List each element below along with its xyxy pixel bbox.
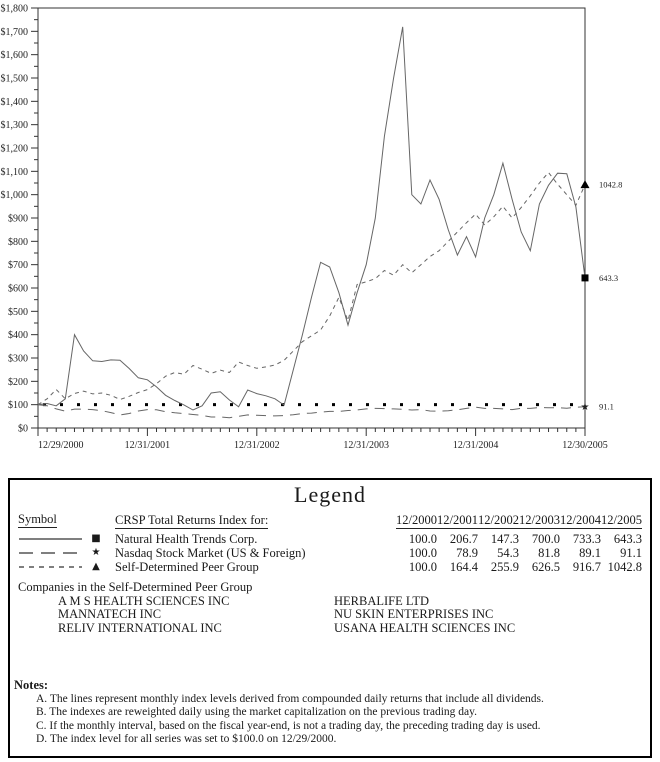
filled-square-icon: ■ <box>91 533 101 544</box>
star-icon: ★ <box>580 402 590 414</box>
x-axis-label: 12/31/2001 <box>124 440 171 451</box>
index-value: 1042.8 <box>607 560 642 574</box>
index-value: 54.3 <box>497 546 519 560</box>
y-axis-label: $400 <box>8 330 28 342</box>
index-value: 700.0 <box>531 532 560 546</box>
series-line-filled-triangle <box>38 173 585 405</box>
index-value: 100.0 <box>408 546 437 560</box>
end-value-annotation: 91.1 <box>599 401 614 412</box>
peer-group-companies <box>10 581 650 635</box>
date-column-header: 12/2000 <box>396 513 437 527</box>
legend-row-peer-group <box>10 560 650 574</box>
index-value: 164.4 <box>449 560 478 574</box>
series-name: Nasdaq Stock Market (US & Foreign) <box>115 546 306 560</box>
date-column-header: 12/2003 <box>519 513 560 527</box>
note-c: C. If the monthly interval, based on the fiscal year-end, is not a trading day, the preceding trading day is used. <box>36 719 541 732</box>
index-column-header: CRSP Total Returns Index for: <box>115 513 269 527</box>
y-axis-label: $1,300 <box>0 120 28 132</box>
y-axis-label: $0 <box>18 423 28 435</box>
date-column-header: 12/2002 <box>478 513 519 527</box>
index-value: 916.7 <box>572 560 601 574</box>
series-line-filled-square <box>38 27 585 410</box>
y-axis-label: $800 <box>8 236 28 248</box>
company-name: RELIV INTERNATIONAL INC <box>58 620 222 635</box>
x-axis-label: 12/31/2002 <box>234 440 280 451</box>
series-name: Natural Health Trends Corp. <box>115 532 258 546</box>
legend-title: Legend <box>294 482 366 507</box>
y-axis-label: $1,200 <box>0 143 28 155</box>
y-axis-label: $1,700 <box>0 26 28 38</box>
index-value: 81.8 <box>538 546 560 560</box>
legend-row-nasdaq <box>10 546 650 560</box>
legend-panel <box>8 478 652 758</box>
legend-row-nhtc <box>10 532 650 546</box>
company-name: USANA HEALTH SCIENCES INC <box>334 620 516 635</box>
note-a: A. The lines represent monthly index levels derived from compounded daily returns that include all dividends. <box>36 692 544 705</box>
long-dash-line-sample-icon <box>18 548 88 558</box>
company-name: NU SKIN ENTERPRISES INC <box>334 607 494 621</box>
index-value: 78.9 <box>456 546 478 560</box>
y-axis-label: $1,600 <box>0 50 28 62</box>
index-value: 89.1 <box>579 546 601 560</box>
y-axis-label: $1,400 <box>0 96 28 108</box>
index-value: 100.0 <box>408 532 437 546</box>
end-value-annotation: 1042.8 <box>599 179 623 190</box>
legend-header-row <box>10 512 650 528</box>
index-value: 255.9 <box>490 560 519 574</box>
notes-section <box>10 679 650 747</box>
y-axis-label: $1,500 <box>0 73 28 85</box>
index-value: 206.7 <box>449 532 478 546</box>
plot-border <box>38 8 585 428</box>
date-column-header: 12/2001 <box>437 513 478 527</box>
series-line-star <box>38 405 585 418</box>
company-name: A M S HEALTH SCIENCES INC <box>58 593 230 608</box>
company-name: MANNATECH INC <box>58 607 162 621</box>
legend-table <box>10 512 650 574</box>
y-axis-label: $1,800 <box>0 3 28 15</box>
y-axis-label: $1,000 <box>0 190 28 202</box>
y-axis-label: $500 <box>8 306 28 318</box>
notes-heading: Notes: <box>14 678 49 692</box>
index-value: 91.1 <box>620 546 642 560</box>
symbol-column-header: Symbol <box>18 512 57 526</box>
solid-line-sample-icon <box>18 534 88 544</box>
y-axis-label: $1,100 <box>0 166 28 178</box>
filled-triangle-icon <box>581 180 590 188</box>
date-column-header: 12/2005 <box>601 513 642 527</box>
index-value: 100.0 <box>408 560 437 574</box>
note-d: D. The index level for all series was set to $100.0 on 12/29/2000. <box>36 733 337 745</box>
filled-triangle-icon: ▲ <box>92 561 100 572</box>
series-name: Self-Determined Peer Group <box>115 560 259 574</box>
peer-group-heading: Companies in the Self-Determined Peer Group <box>18 580 253 594</box>
x-axis-label: 12/31/2003 <box>343 440 389 451</box>
index-value: 643.3 <box>613 532 642 546</box>
filled-square-icon <box>582 274 589 281</box>
end-value-annotation: 643.3 <box>599 272 619 283</box>
y-axis-label: $100 <box>8 400 28 412</box>
company-name: HERBALIFE LTD <box>334 593 430 608</box>
x-axis-label: 12/29/2000 <box>38 440 84 451</box>
note-b: B. The indexes are reweighted daily using the market capitalization on the previous trading day. <box>36 706 478 718</box>
y-axis-label: $200 <box>8 376 28 388</box>
y-axis-label: $700 <box>8 260 28 272</box>
x-axis-label: 12/30/2005 <box>562 440 608 451</box>
index-value: 147.3 <box>490 532 519 546</box>
x-axis-label: 12/31/2004 <box>452 440 499 451</box>
date-column-header: 12/2004 <box>560 513 601 527</box>
y-axis-label: $300 <box>8 353 28 365</box>
y-axis-label: $600 <box>8 283 28 295</box>
star-icon: ★ <box>91 547 101 558</box>
index-value: 626.5 <box>531 560 560 574</box>
short-dash-line-sample-icon <box>18 562 88 572</box>
y-axis-label: $900 <box>8 213 28 225</box>
index-value: 733.3 <box>572 532 601 546</box>
